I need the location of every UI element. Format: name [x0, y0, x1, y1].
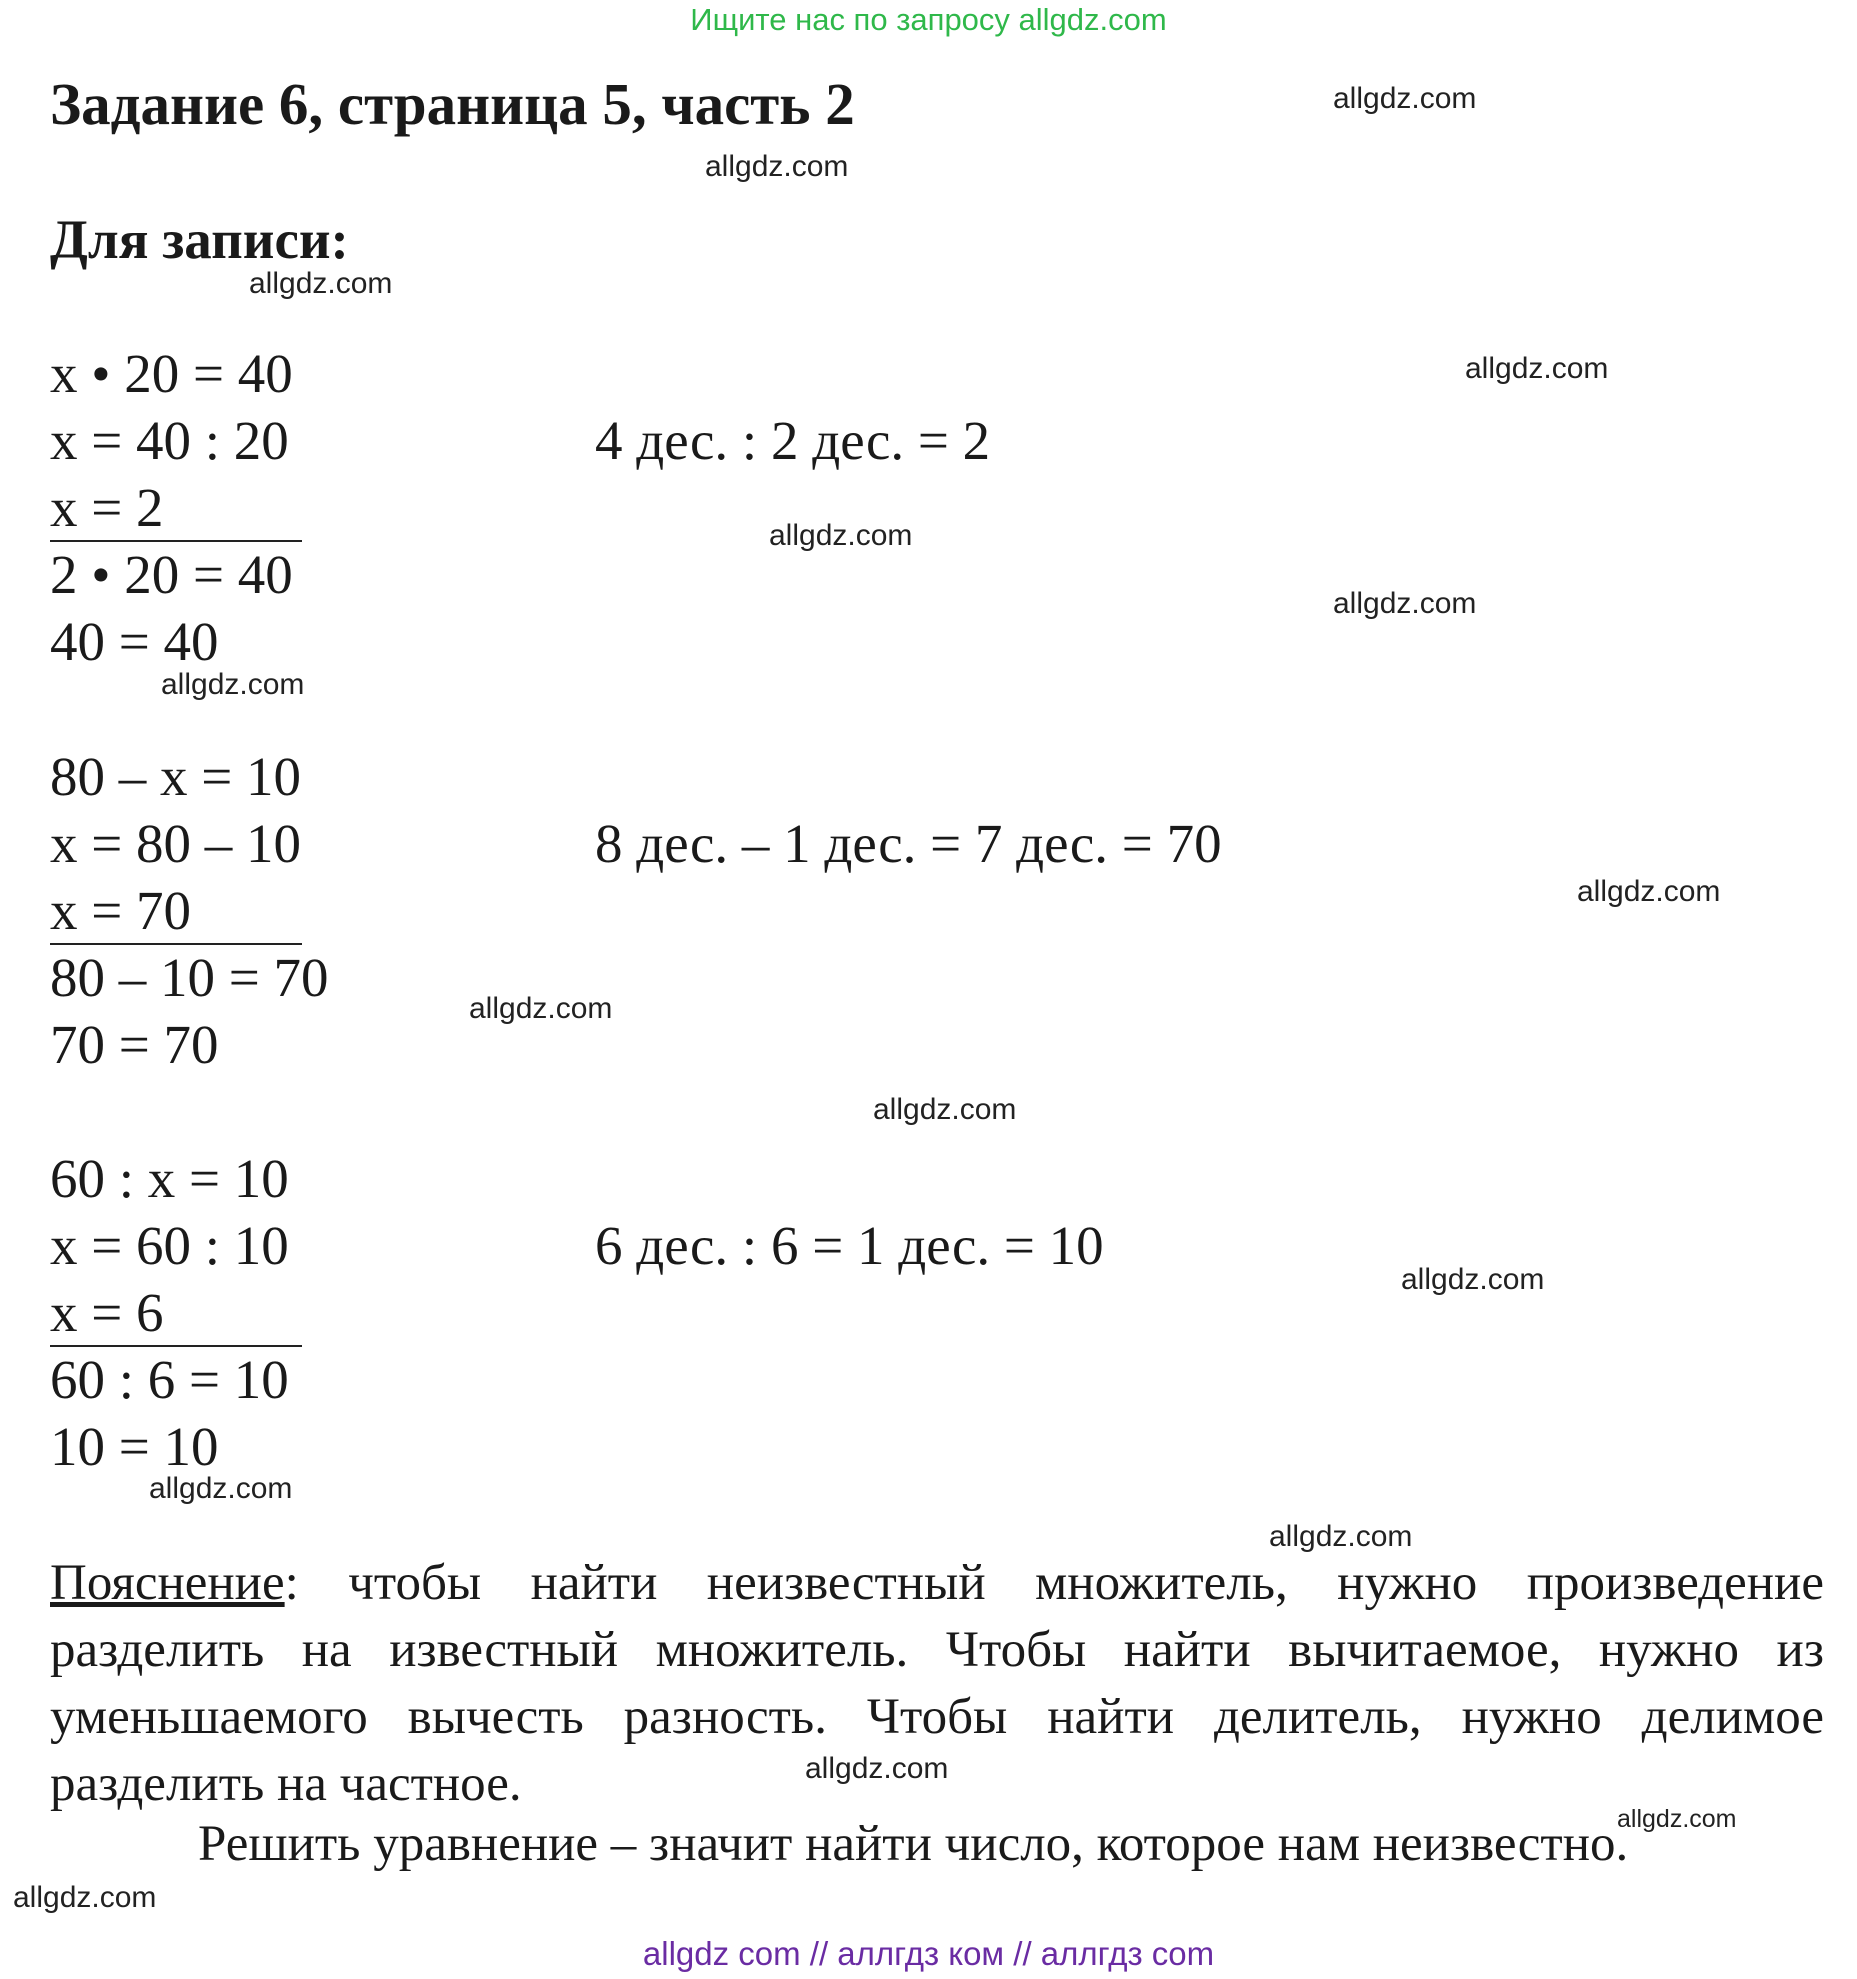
check-line: 40 = 40 — [50, 611, 219, 672]
watermark: allgdz.com — [705, 150, 849, 183]
watermark: allgdz.com — [873, 1093, 1017, 1126]
watermark: allgdz.com — [1269, 1520, 1413, 1553]
equation-line: x = 70 — [50, 880, 192, 941]
watermark: allgdz.com — [149, 1472, 293, 1505]
section-subtitle: Для записи: — [50, 209, 349, 270]
check-line: 10 = 10 — [50, 1416, 219, 1477]
watermark: allgdz.com — [1401, 1263, 1545, 1296]
equation-line: 60 : x = 10 — [50, 1148, 289, 1209]
watermark: allgdz.com — [249, 267, 393, 300]
equation-line: x = 60 : 10 — [50, 1215, 289, 1276]
equation-line: x • 20 = 40 — [50, 343, 293, 404]
explanation-text: : чтобы найти неизвестный множитель, нужно произведение разделить на известный множитель. Чтобы найти вычитаемое, нужно из уменьшаемого вычесть разность. Чтобы найти делитель, нужно делимое разделить на частное. — [50, 1555, 1824, 1812]
check-line: 2 • 20 = 40 — [50, 544, 293, 605]
equation-line: x = 40 : 20 — [50, 410, 289, 471]
page-title: Задание 6, страница 5, часть 2 — [50, 71, 855, 137]
check-line: 80 – 10 = 70 — [50, 947, 329, 1008]
watermark: allgdz.com — [1333, 587, 1477, 620]
watermark: allgdz.com — [1465, 352, 1609, 385]
watermark: allgdz.com — [1617, 1805, 1737, 1833]
watermark: allgdz.com — [1577, 875, 1721, 908]
watermark: allgdz.com — [805, 1752, 949, 1785]
decade-note: 4 дес. : 2 дес. = 2 — [595, 410, 991, 471]
conclusion-sentence: Решить уравнение – значит найти число, которое нам неизвестно. — [198, 1816, 1629, 1872]
equation-line: x = 6 — [50, 1282, 164, 1343]
decade-note: 8 дес. – 1 дес. = 7 дес. = 70 — [595, 813, 1222, 874]
watermark: allgdz.com — [469, 992, 613, 1025]
watermark: allgdz.com — [769, 519, 913, 552]
footer-links: allgdz com // аллгдз ком // аллгдз com — [642, 1935, 1215, 1972]
equation-line: x = 80 – 10 — [50, 813, 302, 874]
watermark: allgdz.com — [161, 668, 305, 701]
watermark: allgdz.com — [13, 1881, 157, 1914]
equation-line: 80 – x = 10 — [50, 746, 302, 807]
top-banner: Ищите нас по запросу allgdz.com — [690, 2, 1167, 37]
check-line: 60 : 6 = 10 — [50, 1349, 289, 1410]
decade-note: 6 дес. : 6 = 1 дес. = 10 — [595, 1215, 1104, 1276]
explanation-label: Пояснение — [50, 1555, 285, 1611]
equation-line: x = 2 — [50, 477, 164, 538]
watermark: allgdz.com — [1333, 82, 1477, 115]
check-line: 70 = 70 — [50, 1014, 219, 1075]
